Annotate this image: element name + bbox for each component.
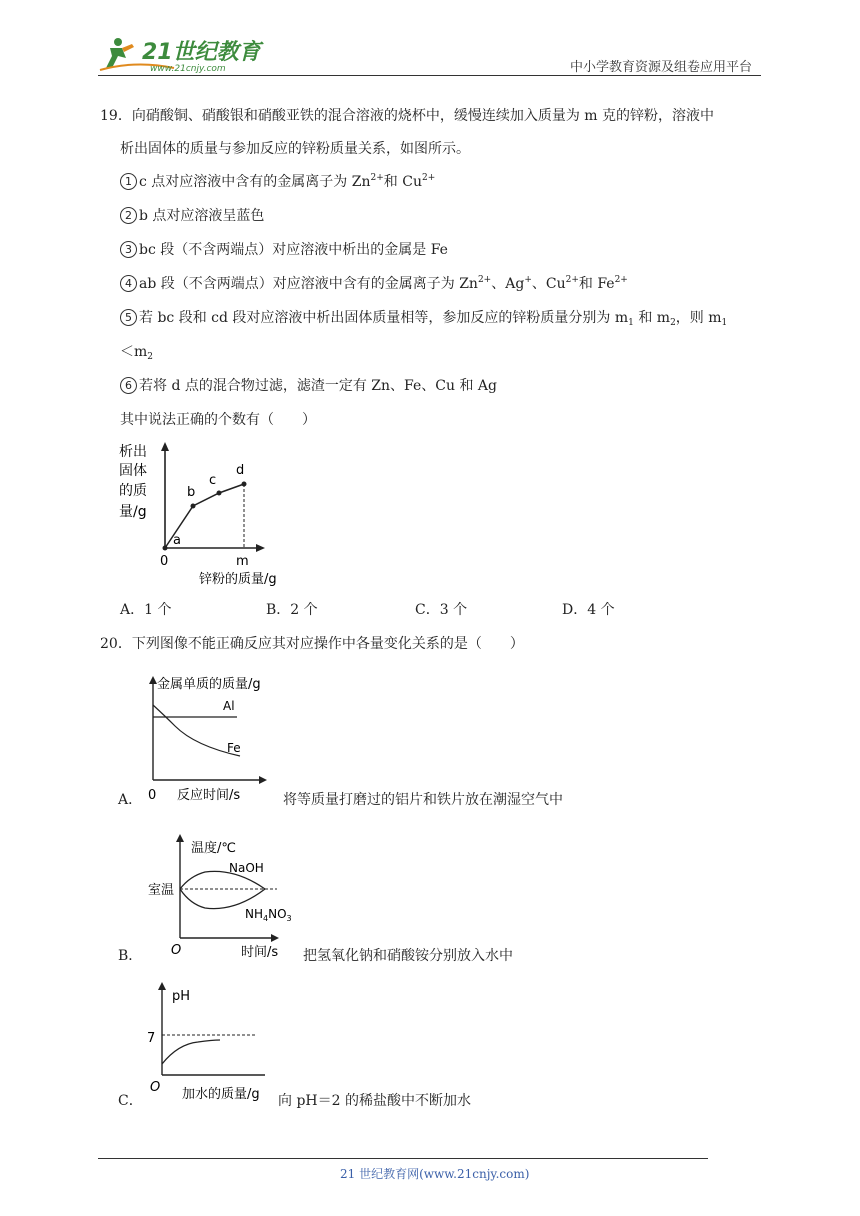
q20-c-origin: O <box>150 1080 161 1095</box>
circled-number: 1 <box>120 173 137 190</box>
q20-b-room: 室温 <box>148 883 175 898</box>
q19-point-b: b <box>187 485 196 500</box>
q19-point-c: c <box>209 473 217 488</box>
q19-statement-3: 3 bc 段（不含两端点）对应溶液中析出的金属是 Fe <box>120 240 448 260</box>
q19-option-c[interactable]: C．3 个 <box>415 602 468 618</box>
logo-text: 21世纪教育 <box>142 40 261 65</box>
footer-text: 21 世纪教育网(www.21cnjy.com) <box>340 1167 530 1181</box>
q20-option-a-text: 将等质量打磨过的铝片和铁片放在潮湿空气中 <box>283 792 563 808</box>
q20-b-graph <box>145 832 295 962</box>
q20-a-graph <box>145 668 285 808</box>
q19-origin: 0 <box>160 554 169 569</box>
q19-statement-2: 2 b 点对应溶液呈蓝色 <box>120 206 264 226</box>
q20-a-series-fe: Fe <box>227 741 241 755</box>
q20-b-series-naoh: NaOH <box>229 861 264 875</box>
q19-point-d: d <box>236 463 245 478</box>
q19-line2: 析出固体的质量与参加反应的锌粉质量关系，如图所示。 <box>120 141 470 157</box>
q20-stem: 20．下列图像不能正确反应其对应操作中各量变化关系的是（ ） <box>100 636 524 652</box>
q20-option-b-label[interactable]: B． <box>118 948 143 964</box>
q19-statement-5-cont: $<m_2$ <box>120 344 154 362</box>
q20-option-a-label[interactable]: A． <box>118 792 143 808</box>
q19-option-a[interactable]: A．1 个 <box>120 602 172 618</box>
q19-statement-5: 5 若 bc 段和 cd 段对应溶液中析出固体质量相等，参加反应的锌粉质量分别为 $m_1$ 和 $m_2$，则 $m_1$ <box>120 308 727 328</box>
q20-option-c-text: 向 pH＝2 的稀盐酸中不断加水 <box>278 1093 471 1109</box>
q19-statement-6: 6 若将 d 点的混合物过滤，滤渣一定有 Zn、Fe、Cu 和 Ag <box>120 376 497 396</box>
circled-number: 4 <box>120 275 137 292</box>
q20-a-ylabel: 金属单质的质量/g <box>157 677 261 692</box>
circled-number: 5 <box>120 309 137 326</box>
q20-b-xlabel: 时间/s <box>241 945 279 960</box>
q19-graph <box>115 440 295 590</box>
q19-m-label: m <box>236 554 249 569</box>
q20-c-ylabel: pH <box>172 989 191 1004</box>
q19-statement-1: 1 c 点对应溶液中含有的金属离子为 $Zn^{2+}$和 $Cu^{2+}$ <box>120 172 435 192</box>
q19-point-a: a <box>173 533 181 548</box>
circled-number: 6 <box>120 377 137 394</box>
logo-url: www.21cnjy.com <box>150 64 226 74</box>
q20-option-c-label[interactable]: C． <box>118 1093 143 1109</box>
circled-number: 3 <box>120 241 137 258</box>
header-right-text: 中小学教育资源及组卷应用平台 <box>570 60 753 75</box>
q20-c-graph <box>140 978 280 1110</box>
q19-ylabel-2: 固体 <box>119 463 147 479</box>
q20-option-b-text: 把氢氧化钠和硝酸铵分别放入水中 <box>303 948 513 964</box>
footer-rule <box>98 1158 708 1159</box>
circled-number: 2 <box>120 207 137 224</box>
q19-xlabel: 锌粉的质量/g <box>199 572 277 587</box>
q20-a-series-al: Al <box>223 699 235 713</box>
q19-ylabel-1: 析出 <box>119 444 147 460</box>
q19-prompt: 其中说法正确的个数有（ ） <box>120 412 316 428</box>
q20-a-xlabel: 反应时间/s <box>177 788 241 803</box>
q19-option-b[interactable]: B．2 个 <box>266 602 318 618</box>
q19-ylabel-3: 的质 <box>119 483 147 499</box>
q20-b-series-nh4no3: $NH_4NO_3$ <box>245 907 292 923</box>
q20-c-xlabel: 加水的质量/g <box>182 1087 260 1102</box>
q20-b-origin: O <box>171 943 182 958</box>
q20-b-ylabel: 温度/℃ <box>191 841 236 856</box>
q20-a-origin: 0 <box>148 788 157 803</box>
q19-option-d[interactable]: D．4 个 <box>562 602 615 618</box>
q20-c-seven: 7 <box>147 1031 156 1046</box>
header-rule <box>98 75 761 76</box>
q19-line1: 19．向硝酸铜、硝酸银和硝酸亚铁的混合溶液的烧杯中，缓慢连续加入质量为 m 克的锌粉，溶液中 <box>100 108 714 124</box>
q19-statement-4: 4 ab 段（不含两端点）对应溶液中含有的金属离子为 $Zn^{2+}$、Ag+、$Cu^{2+}$和 $Fe^{2+}$ <box>120 274 628 294</box>
q19-ylabel-4: 量/g <box>119 504 147 520</box>
